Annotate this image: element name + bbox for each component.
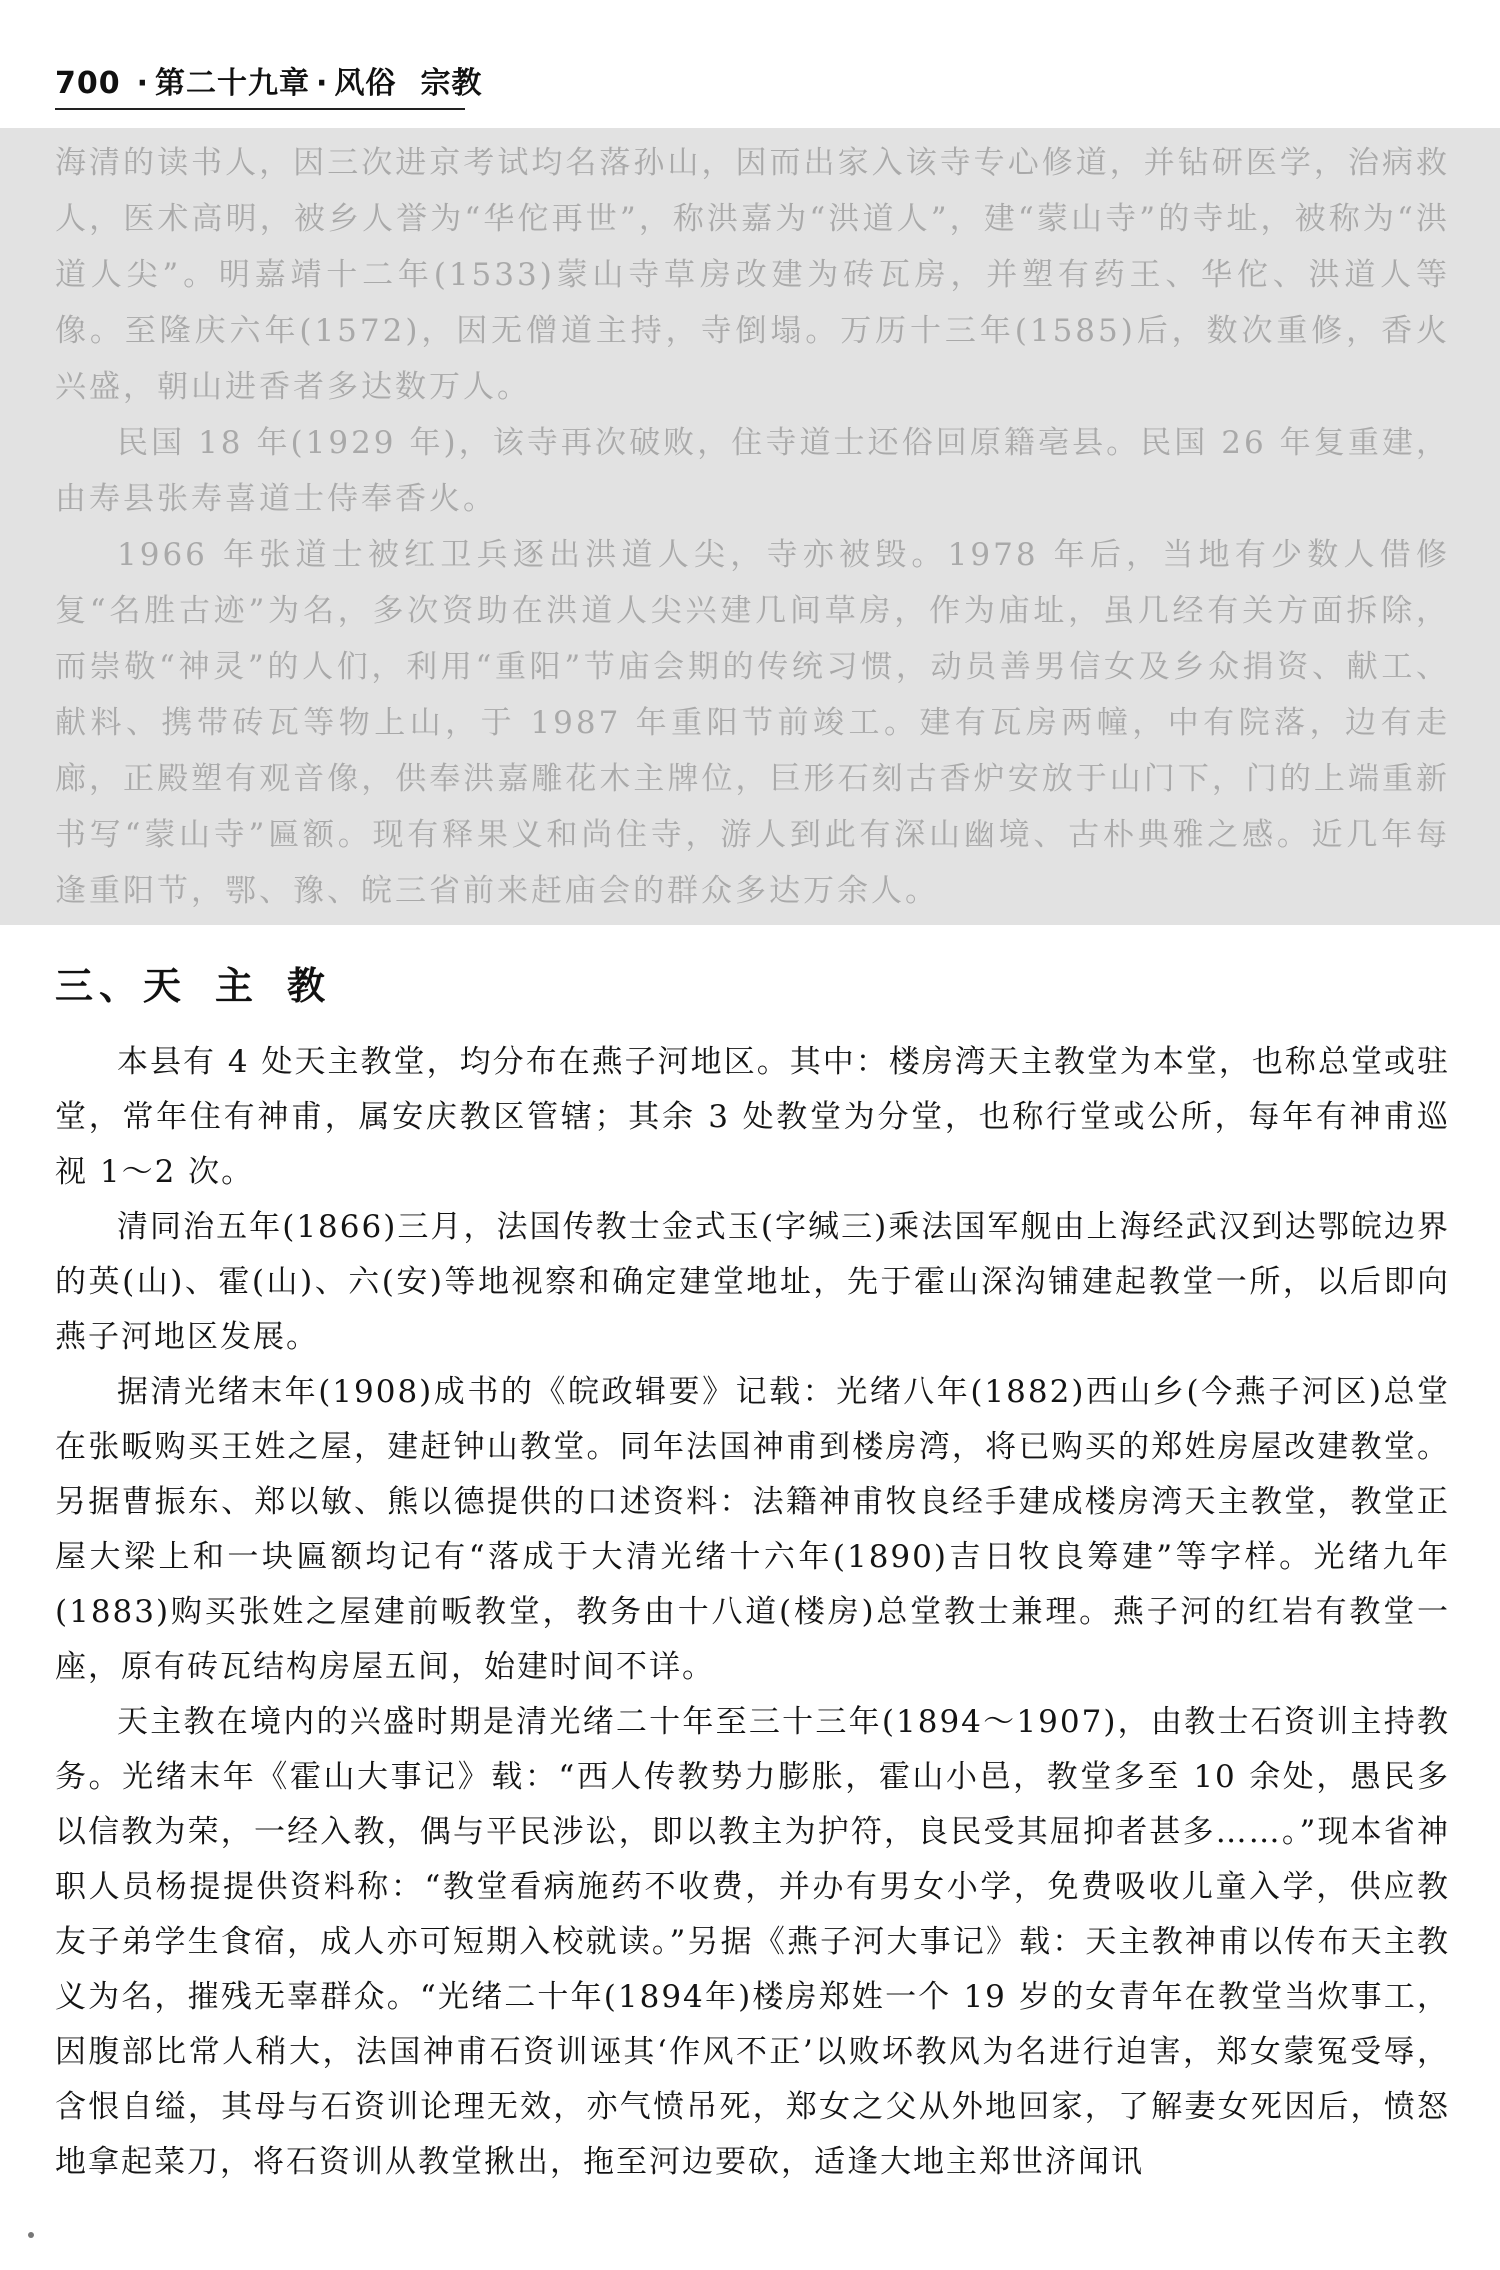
heading-char: 天 [143, 964, 188, 1008]
section-number: 三、 [55, 964, 144, 1008]
shaded-paragraph: 民国 18 年(1929 年)，该寺再次破败，住寺道士还俗回原籍亳县。民国 26 年复重建，由寿县张寿喜道士侍奉香火。 [55, 425, 1450, 517]
chapter-title: 第二十九章 [155, 66, 311, 101]
body-paragraph: 本县有 4 处天主教堂，均分布在燕子河地区。其中：楼房湾天主教堂为本堂，也称总堂或驻堂，常年住有神甫，属安庆教区管辖；其余 3 处教堂为分堂，也称行堂或公所，每年有神甫巡视 1～2 次。 [55, 1044, 1450, 1190]
section-heading [55, 955, 331, 1010]
body-paragraph: 据清光绪末年(1908)成书的《皖政辑要》记载：光绪八年(1882)西山乡(今燕子河区)总堂在张畈购买王姓之屋，建赶钟山教堂。同年法国神甫到楼房湾，将已购买的郑姓房屋改建教堂。另据曹振东、郑以敏、熊以德提供的口述资料：法籍神甫牧良经手建成楼房湾天主教堂，教堂正屋大梁上和一块匾额均记有“落成于大清光绪十六年(1890)吉日牧良筹建”等字样。光绪九年(1883)购买张姓之屋建前畈教堂，教务由十八道(楼房)总堂教士兼理。燕子河的红岩有教堂一座，原有砖瓦结构房屋五间，始建时间不详。 [55, 1374, 1450, 1685]
heading-char: 主 [215, 964, 260, 1008]
running-header: 700 · 第二十九章 · 风俗 宗教 [55, 66, 483, 101]
scan-speck [28, 2232, 34, 2238]
body-paragraph: 清同治五年(1866)三月，法国传教士金式玉(字缄三)乘法国军舰由上海经武汉到达鄂皖边界的英(山)、霍(山)、六(安)等地视察和确定建堂地址，先于霍山深沟铺建起教堂一所，以后即向燕子河地区发展。 [55, 1209, 1451, 1355]
shaded-paragraph: 1966 年张道士被红卫兵逐出洪道人尖，寺亦被毁。1978 年后，当地有少数人借修复“名胜古迹”为名，多次资助在洪道人尖兴建几间草房，作为庙址，虽几经有关方面拆除，而崇敬“神灵”的人们，利用“重阳”节庙会期的传统习惯，动员善男信女及乡众捐资、献工、献料、携带砖瓦等物上山，于 1987 年重阳节前竣工。建有瓦房两幢，中有院落，边有走廊，正殿塑有观音像，供奉洪嘉雕花木主牌位，巨形石刻古香炉安放于山门下，门的上端重新书写“蒙山寺”匾额。现有释果义和尚住寺，游人到此有深山幽境、古朴典雅之感。近几年每逢重阳节，鄂、豫、皖三省前来赶庙会的群众多达万余人。 [55, 537, 1450, 909]
previous-section-text [55, 135, 1450, 919]
page-number: 700 [55, 66, 121, 101]
heading-char: 教 [287, 964, 332, 1008]
shaded-paragraph: 海清的读书人，因三次进京考试均名落孙山，因而出家入该寺专心修道，并钻研医学，治病救人，医术高明，被乡人誉为“华佗再世”，称洪嘉为“洪道人”，建“蒙山寺”的寺址，被称为“洪道人尖”。明嘉靖十二年(1533)蒙山寺草房改建为砖瓦房，并塑有药王、华佗、洪道人等像。至隆庆六年(1572)，因无僧道主持，寺倒塌。万历十三年(1585)后，数次重修，香火兴盛，朝山进香者多达数万人。 [55, 145, 1450, 405]
section-title: 风俗 [334, 66, 397, 101]
header-rule [55, 108, 465, 110]
topic-title: 宗教 [420, 66, 483, 101]
section-body [55, 1035, 1450, 2190]
body-paragraph: 天主教在境内的兴盛时期是清光绪二十年至三十三年(1894～1907)，由教士石资训主持教务。光绪末年《霍山大事记》载：“西人传教势力膨胀，霍山小邑，教堂多至 10 余处，愚民多以信教为荣，一经入教，偶与平民涉讼，即以教主为护符，良民受其屈抑者甚多……。”现本省神职人员杨提提供资料称：“教堂看病施药不收费，并办有男女小学，免费吸收儿童入学，供应教友子弟学生食宿，成人亦可短期入校就读。”另据《燕子河大事记》载：天主教神甫以传布天主教义为名，摧残无辜群众。“光绪二十年(1894年)楼房郑姓一个 19 岁的女青年在教堂当炊事工，因腹部比常人稍大，法国神甫石资训诬其‘作风不正’以败坏教风为名进行迫害，郑女蒙冤受辱，含恨自缢，其母与石资训论理无效，亦气愤吊死，郑女之父从外地回家，了解妻女死因后，愤怒地拿起菜刀，将石资训从教堂揪出，拖至河边要砍，适逢大地主郑世济闻讯 [55, 1704, 1451, 2180]
